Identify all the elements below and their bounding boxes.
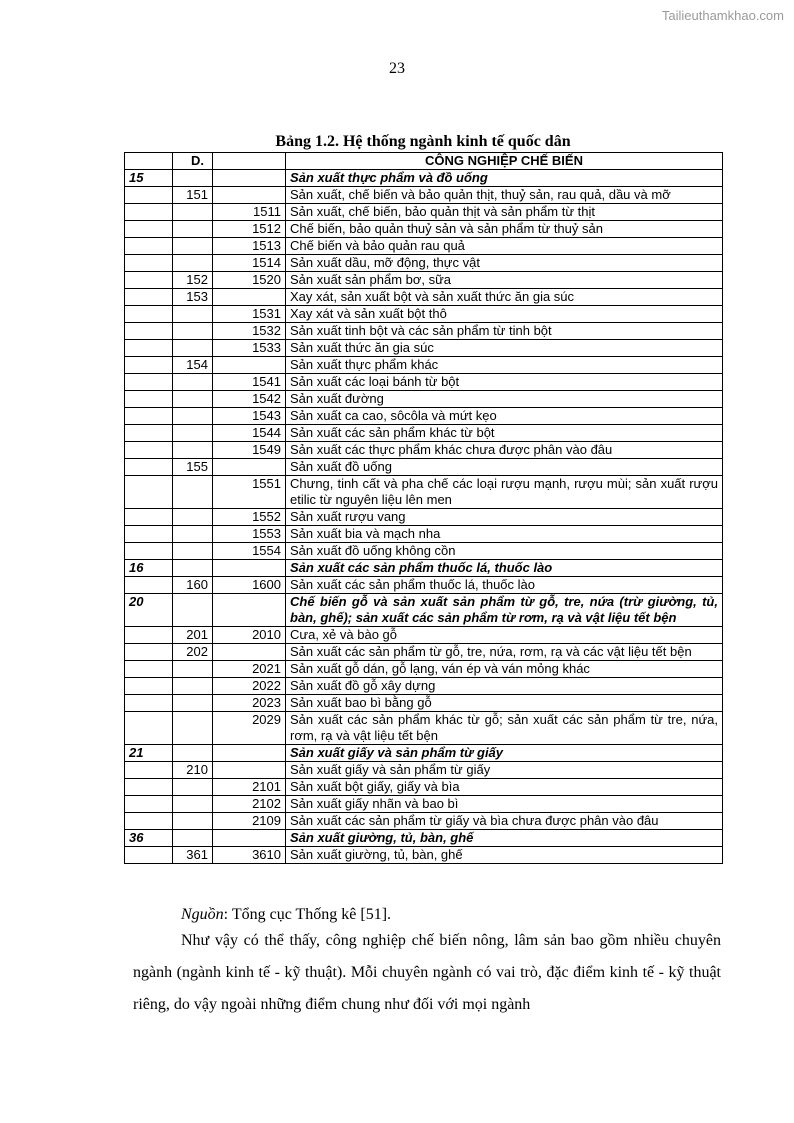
table-row-major [125,745,723,762]
cell-c3: 1551 [213,476,286,509]
cell-c2 [173,796,213,813]
cell-c1 [125,187,173,204]
cell-c4: Chế biến gỗ và sản xuất sản phẩm từ gỗ, tre, nứa (trừ giường, tủ, bàn, ghế); sản xuất các sản phẩm từ rơm, rạ và vật liệu tết bện [286,594,723,627]
source-label: Nguồn [181,906,224,923]
cell-c1 [125,813,173,830]
cell-c2 [173,745,213,762]
table-row [125,272,723,289]
table-row [125,762,723,779]
cell-c1: 21 [125,745,173,762]
cell-c4: Sản xuất rượu vang [286,509,723,526]
cell-c4: Sản xuất thức ăn gia súc [286,340,723,357]
cell-c4: Sản xuất, chế biến và bảo quản thịt, thuỷ sản, rau quả, dầu và mỡ [286,187,723,204]
cell-c4: Sản xuất đồ uống không cồn [286,543,723,560]
cell-c2: 160 [173,577,213,594]
cell-c2 [173,779,213,796]
table-row [125,644,723,661]
table-row [125,187,723,204]
cell-c2: 153 [173,289,213,306]
cell-c1 [125,459,173,476]
table-row [125,678,723,695]
table-row [125,796,723,813]
table-row [125,459,723,476]
cell-c3 [213,644,286,661]
cell-c3: 1533 [213,340,286,357]
cell-c1: 15 [125,170,173,187]
body-paragraph-text: Như vậy có thể thấy, công nghiệp chế biến nông, lâm sản bao gồm nhiều chuyên ngành (ngành kinh tế - kỹ thuật). Mỗi chuyên ngành có vai trò, đặc điểm kinh tế - kỹ thuật riêng, do vậy ngoài những điểm chung như đối với mọi ngành [133,932,721,1013]
cell-c2: 210 [173,762,213,779]
table-row [125,255,723,272]
cell-c3: 2109 [213,813,286,830]
cell-c2: 201 [173,627,213,644]
cell-c1 [125,238,173,255]
table-row [125,340,723,357]
cell-c1 [125,255,173,272]
table-row [125,238,723,255]
cell-c3: 1544 [213,425,286,442]
cell-c4: Sản xuất các sản phẩm từ giấy và bìa chưa được phân vào đâu [286,813,723,830]
cell-c1 [125,357,173,374]
cell-c3: 1542 [213,391,286,408]
cell-c3: 1520 [213,272,286,289]
cell-c4: Sản xuất các sản phẩm khác từ gỗ; sản xuất các sản phẩm từ tre, nứa, rơm, rạ và vật liệu tết bện [286,712,723,745]
cell-c3: 1600 [213,577,286,594]
cell-c1 [125,306,173,323]
cell-c2 [173,323,213,340]
cell-c1 [125,796,173,813]
header-cell-title: CÔNG NGHIỆP CHẾ BIẾN [286,153,723,170]
table-row [125,289,723,306]
table-row-major [125,830,723,847]
cell-c4: Chưng, tinh cất và pha chế các loại rượu mạnh, rượu mùi; sản xuất rượu etilic từ nguyên liệu lên men [286,476,723,509]
cell-c1 [125,695,173,712]
cell-c3: 2023 [213,695,286,712]
cell-c4: Sản xuất sản phẩm bơ, sữa [286,272,723,289]
cell-c3: 2102 [213,796,286,813]
cell-c2 [173,476,213,509]
cell-c2 [173,526,213,543]
cell-c3: 3610 [213,847,286,864]
cell-c3 [213,745,286,762]
cell-c3: 1513 [213,238,286,255]
cell-c1 [125,526,173,543]
table-row [125,408,723,425]
cell-c4: Sản xuất dầu, mỡ động, thực vật [286,255,723,272]
cell-c3 [213,170,286,187]
cell-c1 [125,408,173,425]
table-row [125,204,723,221]
cell-c2 [173,442,213,459]
cell-c3: 2021 [213,661,286,678]
cell-c1 [125,762,173,779]
cell-c1 [125,627,173,644]
cell-c2 [173,425,213,442]
cell-c2 [173,221,213,238]
cell-c3: 1532 [213,323,286,340]
cell-c4: Cưa, xẻ và bào gỗ [286,627,723,644]
cell-c2 [173,391,213,408]
cell-c3: 1543 [213,408,286,425]
cell-c4: Sản xuất thực phẩm và đồ uống [286,170,723,187]
cell-c3: 1541 [213,374,286,391]
cell-c3 [213,830,286,847]
cell-c4: Sản xuất gỗ dán, gỗ lạng, ván ép và ván mỏng khác [286,661,723,678]
cell-c1 [125,661,173,678]
cell-c3: 2022 [213,678,286,695]
cell-c4: Sản xuất giường, tủ, bàn, ghế [286,847,723,864]
cell-c4: Chế biến, bảo quản thuỷ sản và sản phẩm từ thuỷ sản [286,221,723,238]
table-row [125,577,723,594]
cell-c1 [125,272,173,289]
cell-c2: 361 [173,847,213,864]
cell-c3 [213,560,286,577]
cell-c3: 2029 [213,712,286,745]
table-row [125,442,723,459]
cell-c3: 2101 [213,779,286,796]
cell-c1 [125,204,173,221]
cell-c2: 155 [173,459,213,476]
cell-c3: 1514 [213,255,286,272]
table-row [125,221,723,238]
cell-c2 [173,204,213,221]
table-row-major [125,560,723,577]
cell-c2 [173,170,213,187]
cell-c3 [213,594,286,627]
table-row [125,306,723,323]
cell-c2 [173,712,213,745]
header-cell-code: D. [173,153,213,170]
cell-c1 [125,374,173,391]
cell-c3 [213,762,286,779]
cell-c2 [173,661,213,678]
header-cell-blank-2 [213,153,286,170]
table-row [125,374,723,391]
cell-c3: 2010 [213,627,286,644]
table-row-major [125,594,723,627]
cell-c1 [125,577,173,594]
cell-c2 [173,509,213,526]
cell-c1 [125,425,173,442]
table-caption: Bảng 1.2. Hệ thống ngành kinh tế quốc dân [275,133,571,150]
cell-c2 [173,594,213,627]
body-paragraph [133,925,721,1021]
cell-c4: Sản xuất, chế biến, bảo quản thịt và sản phẩm từ thịt [286,204,723,221]
cell-c4: Sản xuất các sản phẩm thuốc lá, thuốc lào [286,560,723,577]
cell-c4: Xay xát và sản xuất bột thô [286,306,723,323]
header-cell-blank [125,153,173,170]
table-row [125,661,723,678]
cell-c2 [173,306,213,323]
cell-c3: 1554 [213,543,286,560]
cell-c1: 20 [125,594,173,627]
cell-c2 [173,695,213,712]
cell-c4: Sản xuất ca cao, sôcôla và mứt kẹo [286,408,723,425]
table-row [125,476,723,509]
cell-c4: Sản xuất các sản phẩm thuốc lá, thuốc lào [286,577,723,594]
watermark: Tailieuthamkhao.com [661,8,784,23]
cell-c1 [125,847,173,864]
cell-c3: 1553 [213,526,286,543]
cell-c2 [173,813,213,830]
cell-c4: Sản xuất đồ gỗ xây dựng [286,678,723,695]
table-row [125,509,723,526]
cell-c2 [173,238,213,255]
table-row [125,543,723,560]
cell-c4: Sản xuất tinh bột và các sản phẩm từ tinh bột [286,323,723,340]
table-row [125,712,723,745]
cell-c2: 151 [173,187,213,204]
table-row [125,813,723,830]
table-row [125,695,723,712]
table-row [125,779,723,796]
cell-c4: Sản xuất các sản phẩm khác từ bột [286,425,723,442]
cell-c1 [125,779,173,796]
cell-c1 [125,221,173,238]
cell-c2 [173,255,213,272]
cell-c1: 16 [125,560,173,577]
cell-c2 [173,830,213,847]
cell-c2: 202 [173,644,213,661]
cell-c2 [173,340,213,357]
cell-c1 [125,340,173,357]
cell-c4: Xay xát, sản xuất bột và sản xuất thức ăn gia súc [286,289,723,306]
cell-c4: Sản xuất các thực phẩm khác chưa được phân vào đâu [286,442,723,459]
cell-c4: Chế biến và bảo quản rau quả [286,238,723,255]
cell-c1 [125,442,173,459]
cell-c3: 1512 [213,221,286,238]
cell-c3 [213,187,286,204]
cell-c4: Sản xuất đồ uống [286,459,723,476]
cell-c2: 154 [173,357,213,374]
cell-c4: Sản xuất giấy và sản phẩm từ giấy [286,762,723,779]
cell-c4: Sản xuất các sản phẩm từ gỗ, tre, nứa, rơm, rạ và các vật liệu tết bện [286,644,723,661]
cell-c3 [213,289,286,306]
table-row [125,357,723,374]
cell-c4: Sản xuất bột giấy, giấy và bìa [286,779,723,796]
cell-c1 [125,323,173,340]
cell-c3 [213,357,286,374]
cell-c1 [125,476,173,509]
cell-c2 [173,374,213,391]
cell-c2 [173,408,213,425]
cell-c1 [125,712,173,745]
cell-c4: Sản xuất giấy nhãn và bao bì [286,796,723,813]
source-note [181,906,391,924]
cell-c3 [213,459,286,476]
cell-c2 [173,560,213,577]
cell-c4: Sản xuất các loại bánh từ bột [286,374,723,391]
cell-c4: Sản xuất bao bì bằng gỗ [286,695,723,712]
cell-c3: 1531 [213,306,286,323]
cell-c4: Sản xuất giường, tủ, bàn, ghế [286,830,723,847]
cell-c2 [173,543,213,560]
table-row [125,627,723,644]
cell-c1 [125,543,173,560]
table-row [125,323,723,340]
cell-c4: Sản xuất bia và mạch nha [286,526,723,543]
table-row-major [125,170,723,187]
cell-c1 [125,509,173,526]
cell-c1 [125,678,173,695]
cell-c4: Sản xuất thực phẩm khác [286,357,723,374]
table-row [125,847,723,864]
cell-c4: Sản xuất giấy và sản phẩm từ giấy [286,745,723,762]
cell-c1 [125,289,173,306]
economic-sectors-table [124,152,723,864]
cell-c2: 152 [173,272,213,289]
source-text: : Tổng cục Thống kê [51]. [223,906,392,923]
cell-c1 [125,644,173,661]
cell-c3: 1552 [213,509,286,526]
cell-c1 [125,391,173,408]
cell-c1: 36 [125,830,173,847]
table-header-row [125,153,723,170]
cell-c4: Sản xuất đường [286,391,723,408]
cell-c2 [173,678,213,695]
table-row [125,391,723,408]
page-number: 23 [389,60,405,77]
table-body [125,153,723,864]
cell-c3: 1549 [213,442,286,459]
table-row [125,526,723,543]
table-row [125,425,723,442]
cell-c3: 1511 [213,204,286,221]
